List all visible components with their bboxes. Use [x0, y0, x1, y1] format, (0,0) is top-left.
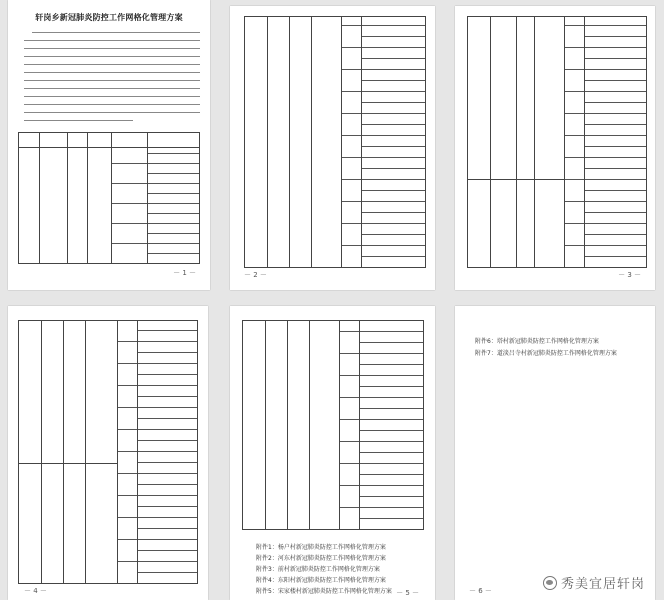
- grid-table: [18, 320, 198, 584]
- grid-table: [467, 16, 647, 268]
- grid-table: [244, 16, 426, 268]
- document-page-5: [230, 306, 435, 600]
- page-number: － 3 －: [618, 271, 641, 279]
- annex-line-4: 附件4：东阳村新冠肺炎防控工作网格化管理方案: [256, 577, 386, 584]
- document-page-1: [8, 0, 210, 290]
- page-number: － 2 －: [244, 271, 267, 279]
- watermark: [543, 573, 645, 592]
- grid-table: [242, 320, 424, 530]
- annex-line-2: 附件2：河东村新冠肺炎防控工作网格化管理方案: [256, 555, 386, 562]
- document-page-2: [230, 6, 435, 290]
- annex-line-1: 附件1：杨户村新冠肺炎防控工作网格化管理方案: [256, 544, 386, 551]
- page-number: － 6 －: [469, 587, 492, 595]
- annex-line-6: 附件6：塔村新冠肺炎防控工作网格化管理方案: [475, 338, 599, 345]
- annex-line-5: 附件5：宋家楼村新冠肺炎防控工作网格化管理方案: [256, 588, 392, 595]
- page-number: － 4 －: [24, 587, 47, 595]
- annex-line-3: 附件3：前村新冠肺炎防控工作网格化管理方案: [256, 566, 380, 573]
- page-number: － 5 －: [396, 589, 419, 597]
- grid-table: [18, 132, 200, 264]
- wechat-logo-icon: [543, 576, 557, 590]
- annex-line-7: 附件7：道淡吕寺村新冠肺炎防控工作网格化管理方案: [475, 350, 617, 357]
- watermark-text: 秀美宜居轩岗: [560, 577, 645, 592]
- document-page-6: [455, 306, 655, 600]
- document-page-3: [455, 6, 655, 290]
- page-number: － 1 －: [173, 269, 196, 277]
- document-page-4: [8, 306, 208, 600]
- document-title: 轩岗乡新冠肺炎防控工作网格化管理方案: [35, 13, 183, 22]
- body-paragraph: [24, 32, 200, 128]
